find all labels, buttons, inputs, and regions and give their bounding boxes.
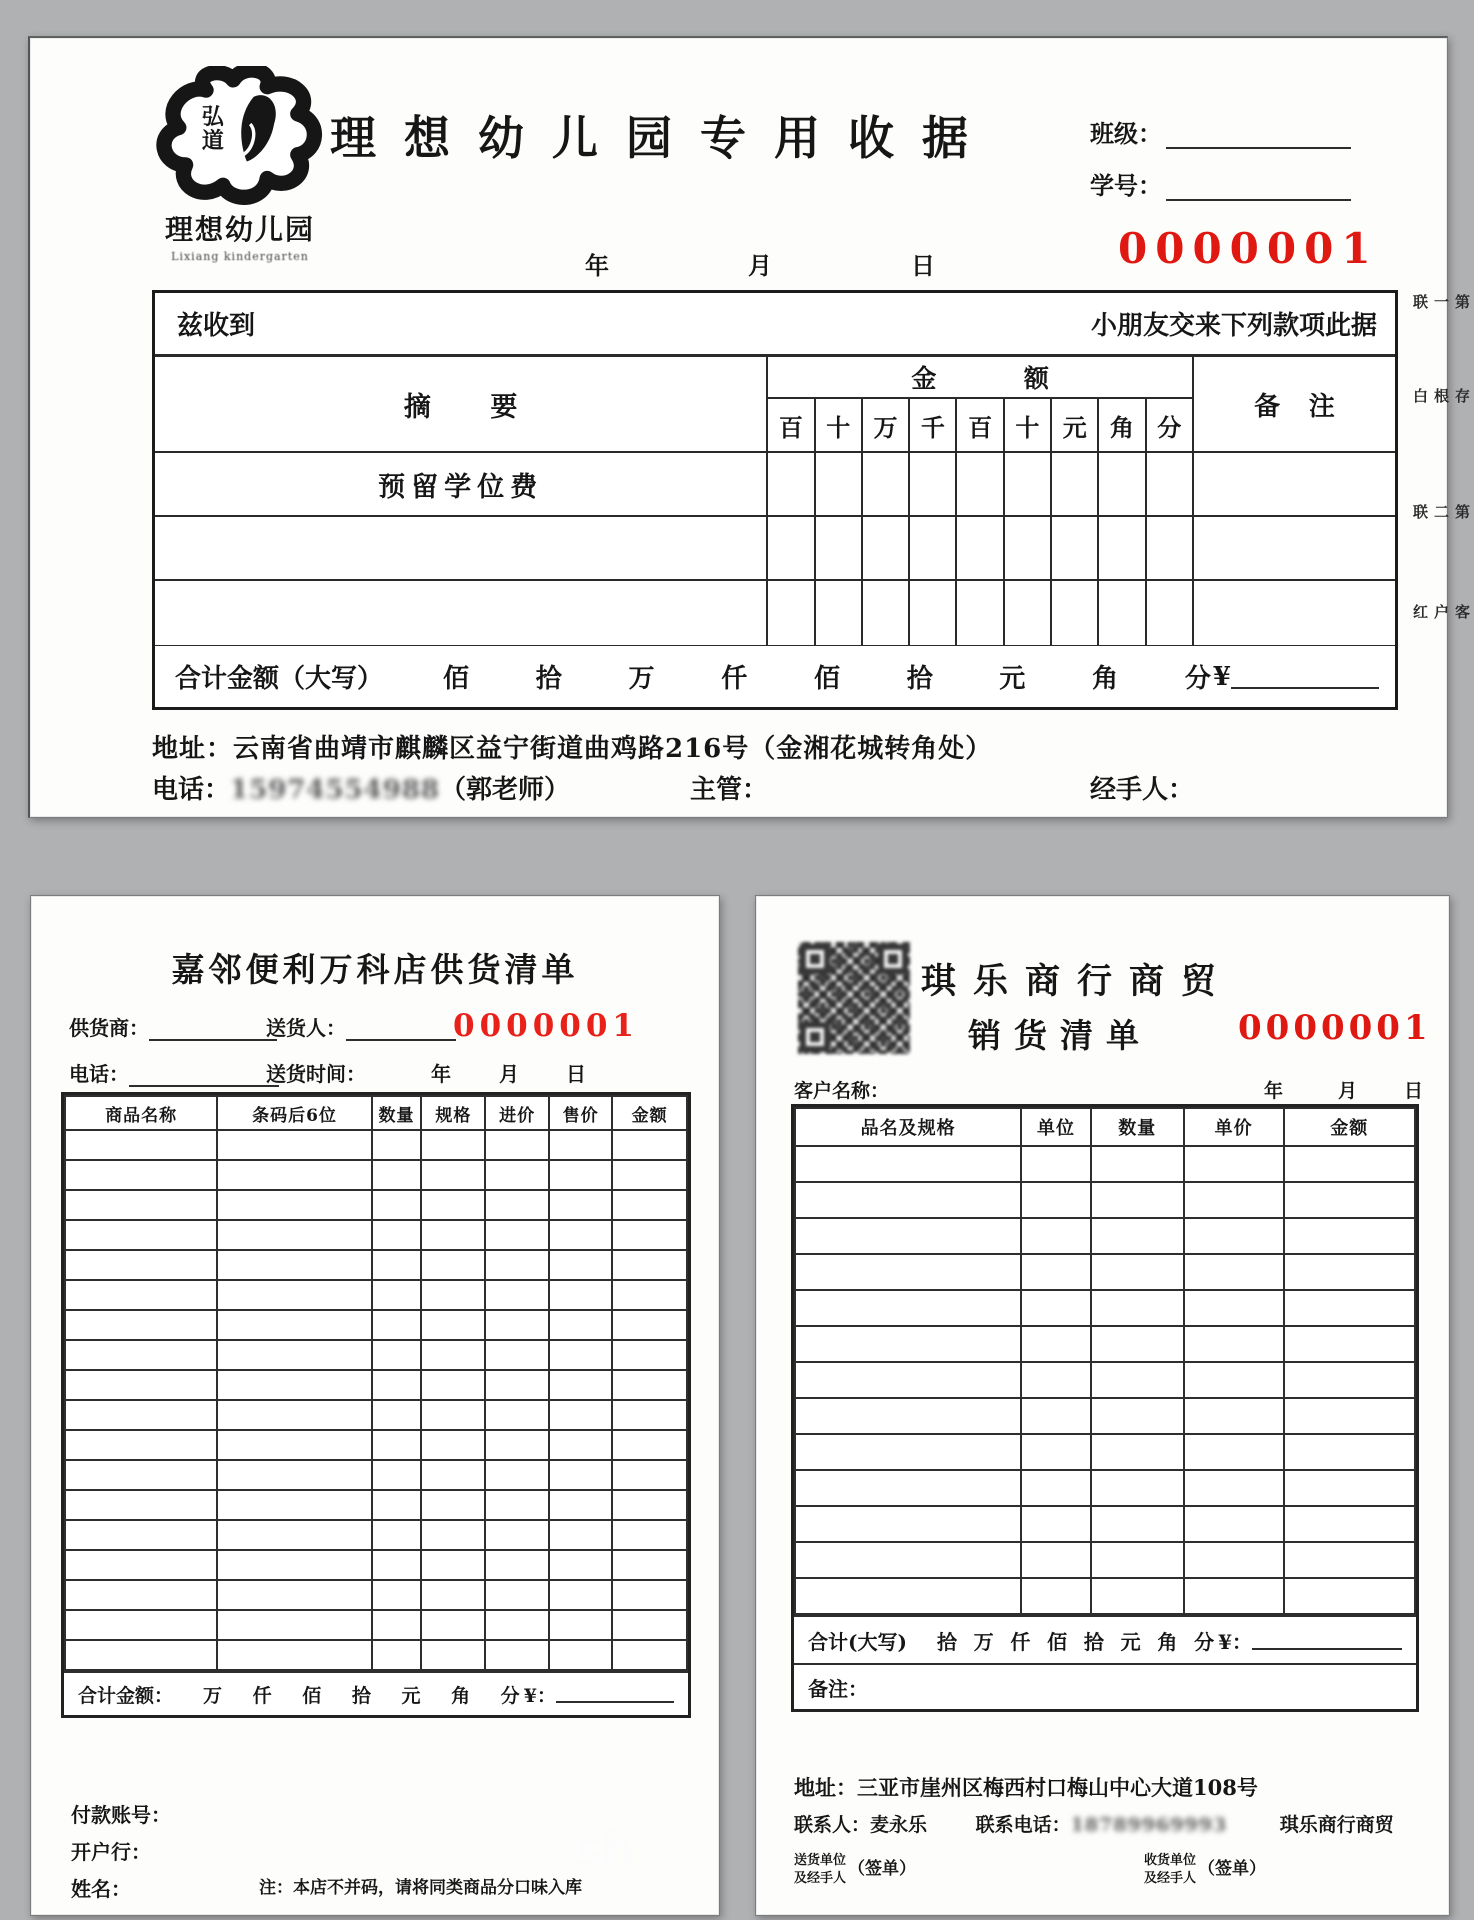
contact-label: 联系人： xyxy=(794,1814,871,1836)
month-label: 月 xyxy=(748,251,772,280)
sales-remark-row: 备注： xyxy=(794,1663,1416,1709)
class-field xyxy=(1090,114,1351,149)
sales-month-label: 月 xyxy=(1338,1080,1358,1102)
deliverer-label: 送货人： xyxy=(266,1016,346,1040)
contact-phone-number: 18789969993 xyxy=(1070,1814,1228,1836)
total-label: 合计金额（大写） xyxy=(175,664,384,694)
sales-table-frame xyxy=(791,1104,1419,1712)
supply-month-label: 月 xyxy=(499,1062,519,1086)
amount-unit-headers: 百 十 万 千 百 十 元 角 分 xyxy=(766,399,1192,451)
supply-phone-field xyxy=(69,1058,279,1087)
total-blank-line xyxy=(1231,665,1379,689)
phone-contact: （郭老师） xyxy=(440,775,571,805)
delivery-time-label: 送货时间： xyxy=(266,1062,366,1086)
supply-list-form xyxy=(30,895,720,1916)
supply-serial-number: 0000001 xyxy=(453,1008,639,1044)
receipt-address: 地址：云南省曲靖市麒麟区益宁街道曲鸡路216号（金湘花城转角处） xyxy=(152,734,993,764)
qr-finder-icon xyxy=(878,944,908,974)
svg-text:道: 道 xyxy=(201,127,224,154)
sender-line1: 送货单位 xyxy=(794,1853,847,1868)
supply-total-units: 万 仟 佰 拾 元 角 分 xyxy=(203,1684,520,1707)
phone-number: 15974554988 xyxy=(230,775,441,805)
sales-contact-line xyxy=(794,1810,1394,1837)
remark-column-header: 备注 xyxy=(1192,357,1395,451)
receiver-line2: 及经手人 xyxy=(1144,1870,1197,1886)
student-no-blank-line xyxy=(1166,179,1351,201)
watermark: sh xyxy=(575,1822,636,1876)
qr-code xyxy=(798,942,910,1054)
contact-phone-label: 联系电话： xyxy=(975,1814,1071,1836)
cloud-logo-icon xyxy=(155,66,325,206)
received-row xyxy=(155,293,1395,357)
customer-name-label: 客户名称： xyxy=(794,1080,890,1102)
day-label: 日 xyxy=(911,251,935,280)
logo-name: 理想幼儿园 xyxy=(164,213,315,246)
qr-finder-icon xyxy=(800,944,830,974)
total-unit-labels: 佰 拾 万 仟 佰 拾 元 角 分 xyxy=(443,664,1211,694)
sales-year-label: 年 xyxy=(1264,1080,1284,1102)
supply-table-frame xyxy=(61,1092,691,1718)
name-label: 姓名： xyxy=(71,1877,131,1901)
supply-table: 商品名称 条码后6位 数量 规格 进价 售价 金额 xyxy=(64,1095,688,1671)
supplier-label: 供货商： xyxy=(69,1016,149,1040)
sales-table: 品名及规格 单位 数量 单价 金额 xyxy=(794,1107,1416,1615)
receiver-sign-suffix: （签单） xyxy=(1198,1859,1267,1880)
contact-name: 麦永乐 xyxy=(870,1814,928,1836)
logo-emblem-text: 弘 xyxy=(201,104,224,131)
receipt-table-header xyxy=(155,357,1395,453)
sales-serial-number: 0000001 xyxy=(1238,1008,1432,1048)
supply-total-label: 合计金额： xyxy=(78,1684,174,1707)
supply-phone-blank-line xyxy=(129,1069,279,1087)
logo-name-en: Lixiang kindergarten xyxy=(171,250,309,263)
sales-list-subtitle: 销货清单 xyxy=(968,1016,1152,1055)
sales-total-label: 合计(大写) xyxy=(808,1629,907,1654)
sales-day-label: 日 xyxy=(1404,1080,1424,1102)
receiver-sign-block xyxy=(1144,1852,1266,1887)
bank-label: 开户行： xyxy=(71,1840,151,1864)
stub-label-3: 第二联 xyxy=(1411,504,1471,522)
phone-label: 电话： xyxy=(152,775,231,805)
sales-total-units: 拾 万 仟 佰 拾 元 角 分 xyxy=(936,1629,1215,1654)
received-note: 小朋友交来下列款项此据 xyxy=(1090,311,1377,341)
deliverer-blank-line xyxy=(346,1023,456,1041)
supply-total-blank-line xyxy=(556,1685,674,1703)
sales-total-blank-line xyxy=(1252,1630,1402,1650)
receipt-form xyxy=(28,36,1471,818)
supplier-blank-line xyxy=(149,1023,277,1041)
receipt-date-row xyxy=(585,246,935,281)
supply-list-title: 嘉邻便利万科店供货清单 xyxy=(171,950,579,989)
year-label: 年 xyxy=(585,251,609,280)
sales-currency: ¥： xyxy=(1218,1629,1252,1654)
kindergarten-logo xyxy=(125,66,355,263)
supply-note: 注：本店不并码，请将同类商品分口味入库 xyxy=(259,1878,582,1898)
receipt-title: 理想幼儿园专用收据 xyxy=(330,111,996,165)
receipt-serial-number: 0000001 xyxy=(1118,224,1379,273)
sales-total-row xyxy=(794,1615,1416,1663)
amount-column-header: 金额 xyxy=(766,357,1192,399)
receipt-table-body: 预留学位费 xyxy=(155,453,1395,645)
stub-label-2: 存根白 xyxy=(1411,388,1471,406)
receipt-phone xyxy=(152,769,570,806)
class-blank-line xyxy=(1166,127,1351,149)
sender-line2: 及经手人 xyxy=(794,1870,847,1886)
supply-phone-label: 电话： xyxy=(69,1062,129,1086)
sales-company-title: 琪乐商行商贸 xyxy=(921,961,1234,1002)
supplier-field xyxy=(69,1012,277,1041)
stub-label-1: 第一联 xyxy=(1411,294,1471,312)
received-label: 兹收到 xyxy=(177,311,256,341)
supply-day-label: 日 xyxy=(566,1062,586,1086)
sender-sign-suffix: （签单） xyxy=(848,1859,917,1880)
qr-finder-icon xyxy=(800,1022,830,1052)
receiver-line1: 收货单位 xyxy=(1144,1853,1197,1868)
handler-field: 经手人： xyxy=(1090,775,1195,805)
supply-currency: ¥： xyxy=(523,1684,556,1707)
summary-column-header: 摘要 xyxy=(403,391,577,423)
deliverer-field xyxy=(266,1012,456,1041)
student-no-field xyxy=(1090,166,1351,201)
currency-symbol: ¥ xyxy=(1212,661,1231,692)
sender-sign-block xyxy=(794,1852,916,1887)
company-sign-text: 琪乐商行商贸 xyxy=(1279,1814,1394,1836)
receipt-table xyxy=(152,290,1398,710)
sales-list-form xyxy=(755,895,1450,1916)
student-no-label: 学号： xyxy=(1090,171,1162,200)
payment-account-label: 付款账号： xyxy=(71,1803,171,1827)
sales-address: 地址：三亚市崖州区梅西村口梅山中心大道108号 xyxy=(794,1775,1258,1800)
receipt-total-row xyxy=(155,645,1395,707)
supply-year-label: 年 xyxy=(431,1062,451,1086)
supervisor-field: 主管： xyxy=(690,775,769,805)
supply-total-row xyxy=(64,1671,688,1715)
class-label: 班级： xyxy=(1090,119,1162,148)
stub-label-4: 客户红 xyxy=(1411,604,1471,622)
